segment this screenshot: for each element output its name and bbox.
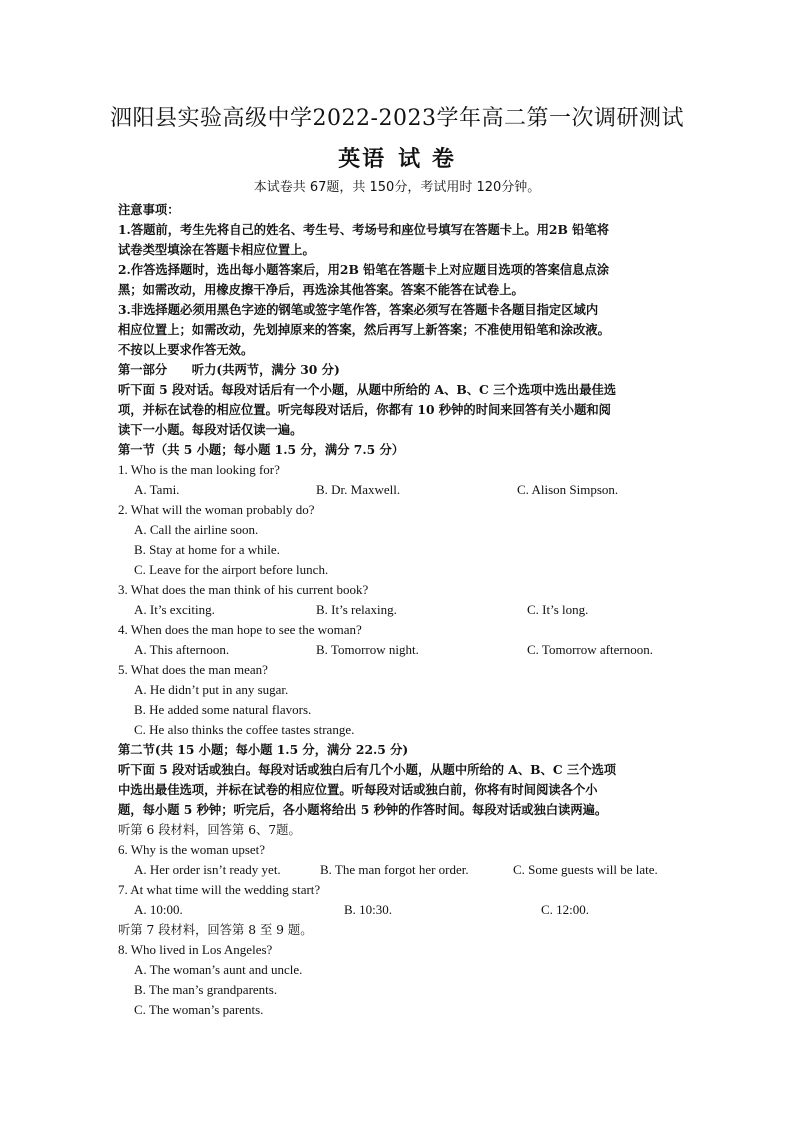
option-a: A. Tami. — [134, 482, 180, 497]
notes-heading: 注意事项： — [118, 202, 180, 217]
part2-instruction: 题，每小题 5 秒钟；听完后，各小题将给出 5 秒钟的作答时间。每段对话或独白读两遍。 — [118, 802, 608, 817]
notes-line: 3.非选择题必须用黑色字迹的钢笔或签字笔作答，答案必须写在答题卡各题目指定区域内 — [118, 302, 599, 317]
exam-title: 泗阳县实验高级中学2022-2023学年高二第一次调研测试 — [110, 106, 684, 131]
option-c: C. It’s long. — [527, 602, 589, 617]
section2-heading: 第二节(共 15 小题；每小题 1.5 分，满分 22.5 分) — [118, 742, 409, 757]
question-3: 3. What does the man think of his current book? — [118, 582, 369, 597]
notes-line: 1.答题前，考生先将自己的姓名、考生号、考场号和座位号填写在答题卡上。用2B 铅笔将 — [118, 222, 610, 237]
notes-line: 黑；如需改动，用橡皮擦干净后，再选涂其他答案。答案不能答在试卷上。 — [118, 282, 524, 297]
option-c: C. He also thinks the coffee tastes strange. — [134, 722, 355, 737]
option-b: B. Tomorrow night. — [316, 642, 419, 657]
part1-instruction: 听下面 5 段对话。每段对话后有一个小题，从题中所给的 A、B、C 三个选项中选出最佳选 — [118, 382, 617, 397]
question-4-options — [118, 640, 688, 660]
section1-heading: 第一节（共 5 小题；每小题 1.5 分，满分 7.5 分） — [118, 442, 405, 457]
part2-instruction: 听下面 5 段对话或独白。每段对话或独白后有几个小题，从题中所给的 A、B、C 三个选项 — [118, 762, 617, 777]
question-1-options — [118, 480, 688, 500]
option-c: C. 12:00. — [541, 902, 590, 917]
option-b: B. 10:30. — [344, 902, 393, 917]
question-2: 2. What will the woman probably do? — [118, 502, 315, 517]
option-c: C. Alison Simpson. — [517, 482, 619, 497]
option-b: B. He added some natural flavors. — [134, 702, 312, 717]
question-6-options — [118, 860, 688, 880]
question-5: 5. What does the man mean? — [118, 662, 268, 677]
part2-instruction: 中选出最佳选项，并标在试卷的相应位置。听每段对话或独白前，你将有时间阅读各个小 — [118, 782, 598, 797]
option-a: A. The woman’s aunt and uncle. — [134, 962, 303, 977]
question-1: 1. Who is the man looking for? — [118, 462, 280, 477]
option-b: B. It’s relaxing. — [316, 602, 397, 617]
part1-instruction: 项，并标在试卷的相应位置。听完每段对话后，你都有 10 秒钟的时间来回答有关小题和阅 — [118, 402, 611, 417]
option-a: A. He didn’t put in any sugar. — [134, 682, 289, 697]
exam-subject — [0, 144, 794, 174]
option-b: B. The man’s grandparents. — [134, 982, 278, 997]
question-3-options — [118, 600, 688, 620]
option-a: A. It’s exciting. — [134, 602, 215, 617]
part1-instruction: 读下一小题。每段对话仅读一遍。 — [118, 422, 303, 437]
option-b: B. Stay at home for a while. — [134, 542, 280, 557]
option-a: A. This afternoon. — [134, 642, 230, 657]
option-c: C. Some guests will be late. — [513, 862, 658, 877]
question-7-options — [118, 900, 688, 920]
option-a: A. Her order isn’t ready yet. — [134, 862, 281, 877]
paper-label: 试 卷 — [398, 146, 456, 172]
option-a: A. Call the airline soon. — [134, 522, 259, 537]
option-a: A. 10:00. — [134, 902, 183, 917]
question-8: 8. Who lived in Los Angeles? — [118, 942, 273, 957]
option-c: C. Leave for the airport before lunch. — [134, 562, 329, 577]
exam-info: 本试卷共 67题，共 150分，考试用时 120分钟。 — [253, 180, 541, 195]
option-c: C. Tomorrow afternoon. — [527, 642, 653, 657]
option-c: C. The woman’s parents. — [134, 1002, 264, 1017]
material-6-label: 听第 6 段材料，回答第 6、7题。 — [118, 823, 301, 837]
exam-content — [118, 200, 688, 1020]
subject-name: 英语 — [338, 146, 387, 172]
part1-heading: 第一部分 听力(共两节，满分 30 分) — [118, 362, 340, 377]
notes-line: 2.作答选择题时，选出每小题答案后，用2B 铅笔在答题卡上对应题目选项的答案信息点涂 — [118, 262, 610, 277]
notes-line: 不按以上要求作答无效。 — [118, 342, 254, 357]
question-7: 7. At what time will the wedding start? — [118, 882, 321, 897]
material-7-label: 听第 7 段材料，回答第 8 至 9 题。 — [118, 923, 313, 937]
question-4: 4. When does the man hope to see the woman? — [118, 622, 362, 637]
question-6: 6. Why is the woman upset? — [118, 842, 266, 857]
notes-line: 试卷类型填涂在答题卡相应位置上。 — [118, 242, 315, 257]
option-b: B. Dr. Maxwell. — [316, 482, 401, 497]
option-b: B. The man forgot her order. — [320, 862, 469, 877]
notes-line: 相应位置上；如需改动，先划掉原来的答案，然后再写上新答案；不准使用铅笔和涂改液。 — [118, 322, 610, 337]
